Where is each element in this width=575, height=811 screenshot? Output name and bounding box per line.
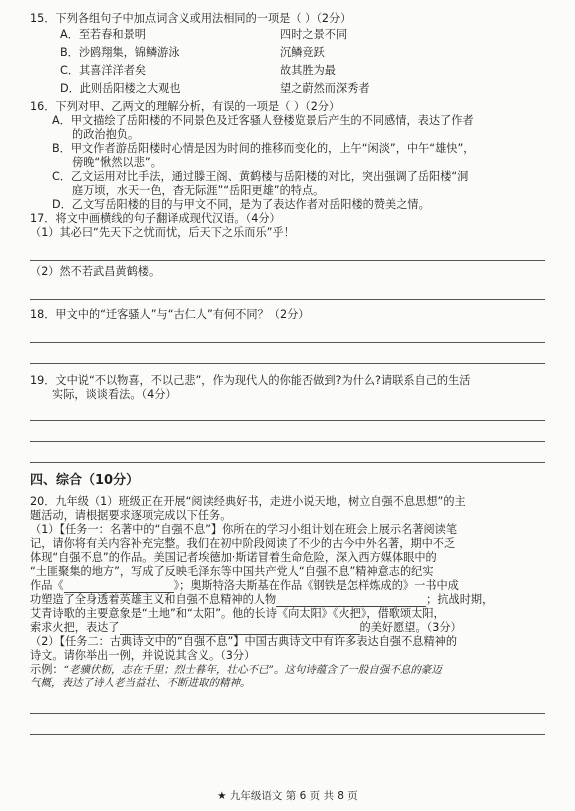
task1-line8-text: 索求火把，表达了	[30, 621, 120, 635]
task1-line3: 体现“自强不息”的作品。美国记者埃德加·斯诺冒着生命危险，深入西方媒体眼中的	[30, 551, 437, 565]
task2-answer-line-2[interactable]	[30, 720, 545, 735]
task1-line7: 艾青诗歌的主要意象是“土地”和“太阳”。他的长诗《向太阳》《火把》，借歌颂太阳，	[30, 607, 445, 621]
q19-stem-line2: 实际，谈谈看法。（4分）	[52, 388, 177, 401]
option-b-left: B．沙鸥翔集，锦鳞游泳	[60, 46, 180, 59]
q16-option-c-line1: C．乙文运用对比手法，通过滕王阁、黄鹤楼与岳阳楼的对比，突出强调了岳阳楼“洞	[52, 170, 469, 183]
q16-option-d: D．乙文写岳阳楼的目的与甲文不同，是为了表达作者对岳阳楼的赞美之情。	[52, 198, 430, 211]
example-handwriting-1: “老骥伏枥，志在千里；烈士暮年，壮心不已”。这句诗蕴含了一股自强不息的豪迈	[63, 664, 442, 677]
example-label: 示例：	[30, 663, 64, 677]
q16-stem: 16．下列对甲、乙两文的理解分析，有误的一项是（ ）（2分）	[30, 100, 341, 113]
option-c-left: C．其喜洋洋者矣	[60, 64, 147, 77]
book-open-bracket: 《	[52, 579, 64, 593]
task2-line2: 诗文。请你举出一例，并说说其含义。（3分）	[30, 649, 256, 663]
book-title-blank[interactable]	[64, 580, 174, 593]
q20-intro-line2: 题活动，请根据要求逐项完成以下任务。	[30, 509, 232, 523]
task1-line1: （1）【任务一：名著中的“自强不息”】你所在的学习小组计划在班会上展示名著阅读笔	[30, 523, 458, 537]
q17-sentence-2: （2）然不若武昌黄鹤楼。	[30, 265, 161, 278]
example-handwriting-2: 气概，表达了诗人老当益壮、不断进取的精神。	[30, 677, 251, 690]
q15-options	[30, 26, 545, 98]
task1-line6-rest: ；抗战时期，	[426, 593, 494, 607]
q17-stem: 17．将文中画横线的句子翻译成现代汉语。（4分）	[30, 212, 281, 225]
character-name-blank[interactable]	[276, 594, 426, 607]
q15-option-d	[30, 80, 545, 98]
task1-line8-rest: 的美好愿望。（3分）	[359, 621, 462, 635]
task1-line2: 记，请你将有关内容补充完整。我们在初中阶段阅读了不少的古今中外名著，期中不乏	[30, 537, 456, 551]
q18-answer-line-2[interactable]	[30, 349, 545, 364]
q16-option-a-line2: 的政治抱负。	[72, 128, 140, 141]
q15-stem: 15．下列各组句子中加点词含义或用法相同的一项是（ ）（2分）	[30, 12, 352, 25]
task1-line4: “土匪聚集的地方”，写成了反映毛泽东等中国共产党人“自强不息”精神意志的纪实	[30, 565, 434, 579]
q17-sentence-1: （1）其必曰“先天下之忧而忧，后天下之乐而乐”乎！	[30, 226, 295, 239]
task1-line6	[30, 593, 545, 607]
task1-line5-rest: 》；奥斯特洛夫斯基在作品《钢铁是怎样炼成的》一书中成	[173, 579, 459, 593]
q16-option-b-line2: 傍晚“愀然以悲”。	[72, 156, 162, 169]
q16-option-c-line2: 庭万顷，水天一色，杳无际涯”“岳阳更雄”的特点。	[72, 184, 325, 197]
option-b-right: 沉鳞竞跃	[280, 46, 325, 59]
q15-option-c	[30, 62, 545, 80]
task1-line8	[30, 621, 545, 635]
option-c-right: 故其胜为最	[280, 64, 336, 77]
q17-answer-line-1[interactable]	[30, 246, 545, 261]
q16-option-b-line1: B．甲文作者游岳阳楼时心情是因为时间的推移而变化的，上午“闲淡”，中午“雄快”，	[52, 142, 475, 155]
q19-answer-line-3[interactable]	[30, 448, 545, 463]
q18-stem: 18．甲文中的“迁客骚人”与“古仁人”有何不同？（2分）	[30, 308, 310, 321]
q17-answer-line-2[interactable]	[30, 285, 545, 300]
option-a-left: A．至若春和景明	[60, 28, 146, 41]
wish-blank[interactable]	[120, 622, 360, 635]
page-footer: ★ 九年级语文 第 6 页 共 8 页	[217, 789, 358, 802]
q15-option-a	[30, 26, 545, 44]
task1-work-prefix: 作品	[30, 579, 53, 593]
q19-answer-line-1[interactable]	[30, 406, 545, 421]
task2-line1: （2）【任务二：古典诗文中的“自强不息”】中国古典诗文中有许多表达自强不息精神的	[30, 635, 458, 649]
q18-answer-line-1[interactable]	[30, 328, 545, 343]
option-a-right: 四时之景不同	[280, 28, 348, 41]
example-line1	[30, 663, 545, 677]
q19-answer-line-2[interactable]	[30, 427, 545, 442]
task1-line6-text: 功塑造了全身透着英雄主义和自强不息精神的人物	[30, 593, 277, 607]
task2-answer-line-1[interactable]	[30, 699, 545, 714]
task1-line5	[30, 579, 545, 593]
q20-intro-line1: 20．九年级（1）班级正在开展“阅读经典好书，走进小说天地，树立自强不息思想”的主	[30, 495, 466, 509]
q16-option-a-line1: A．甲文描绘了岳阳楼的不同景色及迁客骚人登楼览景后产生的不同感情，表达了作者	[52, 114, 474, 127]
q15-option-b	[30, 44, 545, 62]
section-4-title: 四、综合（10分）	[30, 473, 140, 488]
option-d-right: 望之蔚然而深秀者	[280, 82, 370, 95]
q19-stem-line1: 19．文中说“不以物喜，不以己悲”，作为现代人的你能否做到?为什么?请联系自己的生活	[30, 374, 471, 387]
option-d-left: D．此则岳阳楼之大观也	[60, 82, 181, 95]
